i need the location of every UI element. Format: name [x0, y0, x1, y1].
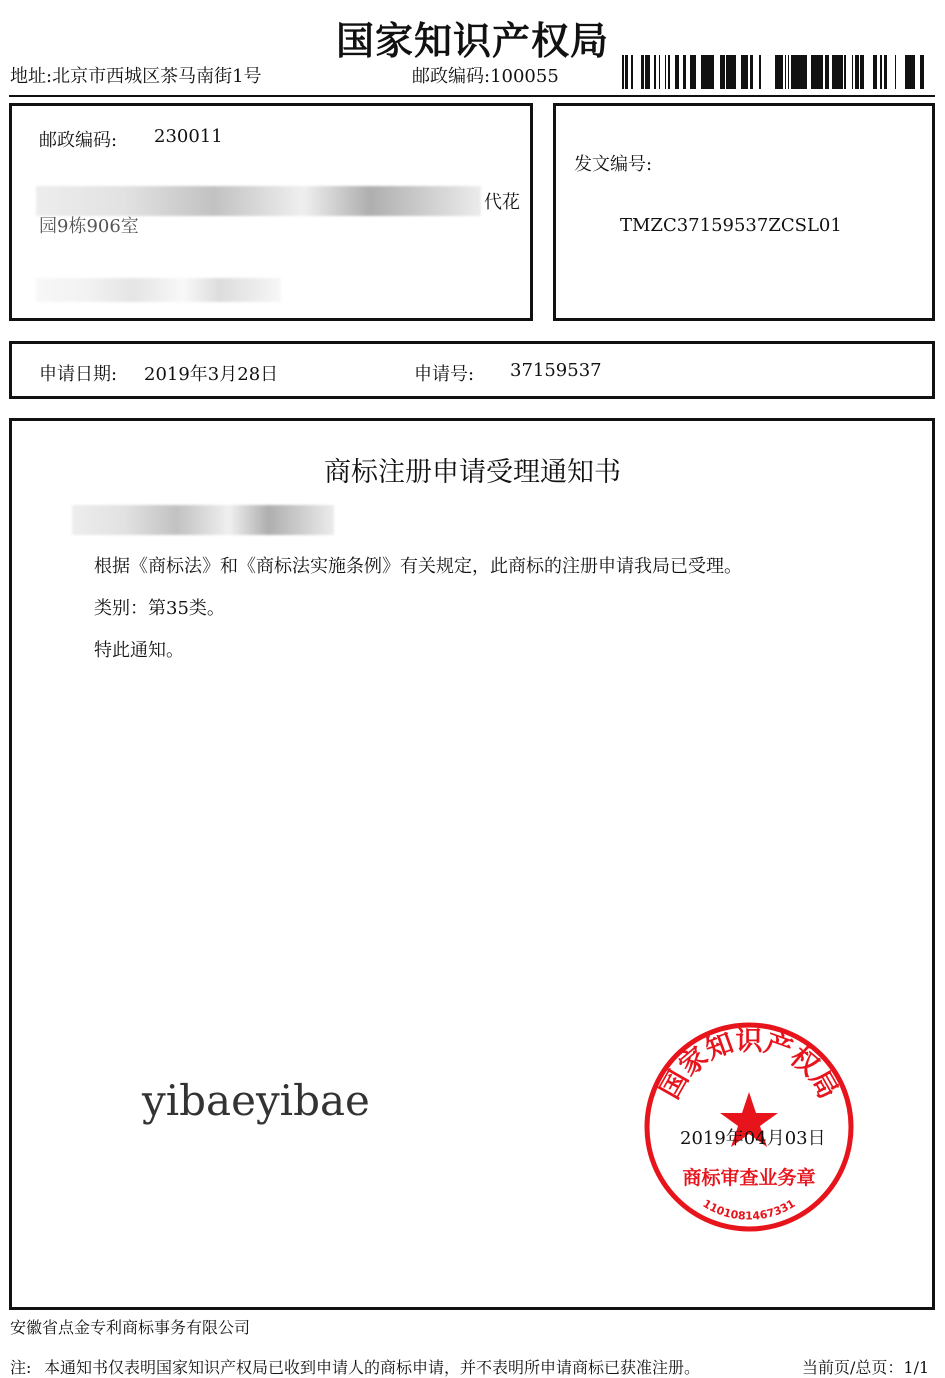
document-number-label: 发文编号:	[574, 154, 653, 175]
recipient-box	[9, 103, 533, 321]
recipient-postal-label: 邮政编码:	[39, 130, 118, 151]
office-address: 地址:北京市西城区茶马南街1号	[10, 66, 262, 87]
recipient-address-line2: 园9栋906室	[39, 216, 139, 237]
svg-text:1101081467331	[700, 1197, 797, 1223]
application-info-box	[9, 341, 935, 399]
page-title: 国家知识产权局	[335, 19, 609, 63]
page-indicator: 当前页/总页：1/1	[802, 1358, 930, 1377]
seal-dept: 商标审查业务章	[682, 1167, 816, 1189]
barcode	[622, 55, 930, 89]
handwritten-signature: yibaeyibae	[142, 1076, 370, 1125]
notice-title: 商标注册申请受理通知书	[324, 457, 621, 488]
recipient-address-end: 代花	[484, 192, 520, 213]
notice-category: 类别：第35类。	[94, 598, 225, 619]
application-number: 37159537	[510, 360, 602, 381]
notice-body: 根据《商标法》和《商标法实施条例》有关规定，此商标的注册申请我局已受理。	[94, 556, 742, 577]
redacted-recipient-name	[36, 278, 281, 302]
agency-name: 安徽省点金专利商标事务有限公司	[10, 1318, 251, 1337]
footer-note: 本通知书仅表明国家知识产权局已收到申请人的商标申请，并不表明所申请商标已获准注册。	[44, 1358, 701, 1377]
office-postal-code: 邮政编码:100055	[412, 66, 559, 87]
redacted-applicant	[72, 505, 334, 535]
recipient-postal-code: 230011	[154, 126, 223, 147]
application-date: 2019年3月28日	[144, 364, 279, 385]
footer-note-label: 注:	[10, 1358, 32, 1377]
application-number-label: 申请号:	[414, 364, 475, 385]
seal-serial: 1101081467331	[700, 1196, 798, 1223]
application-date-label: 申请日期:	[39, 364, 118, 385]
document-number-box	[553, 103, 935, 321]
header-rule	[9, 95, 935, 97]
seal-org: 国家知识产权局	[654, 1026, 844, 1105]
notice-date: 2019年04月03日	[680, 1128, 826, 1149]
document-number: TMZC37159537ZCSL01	[620, 215, 842, 236]
notice-closing: 特此通知。	[94, 640, 184, 661]
